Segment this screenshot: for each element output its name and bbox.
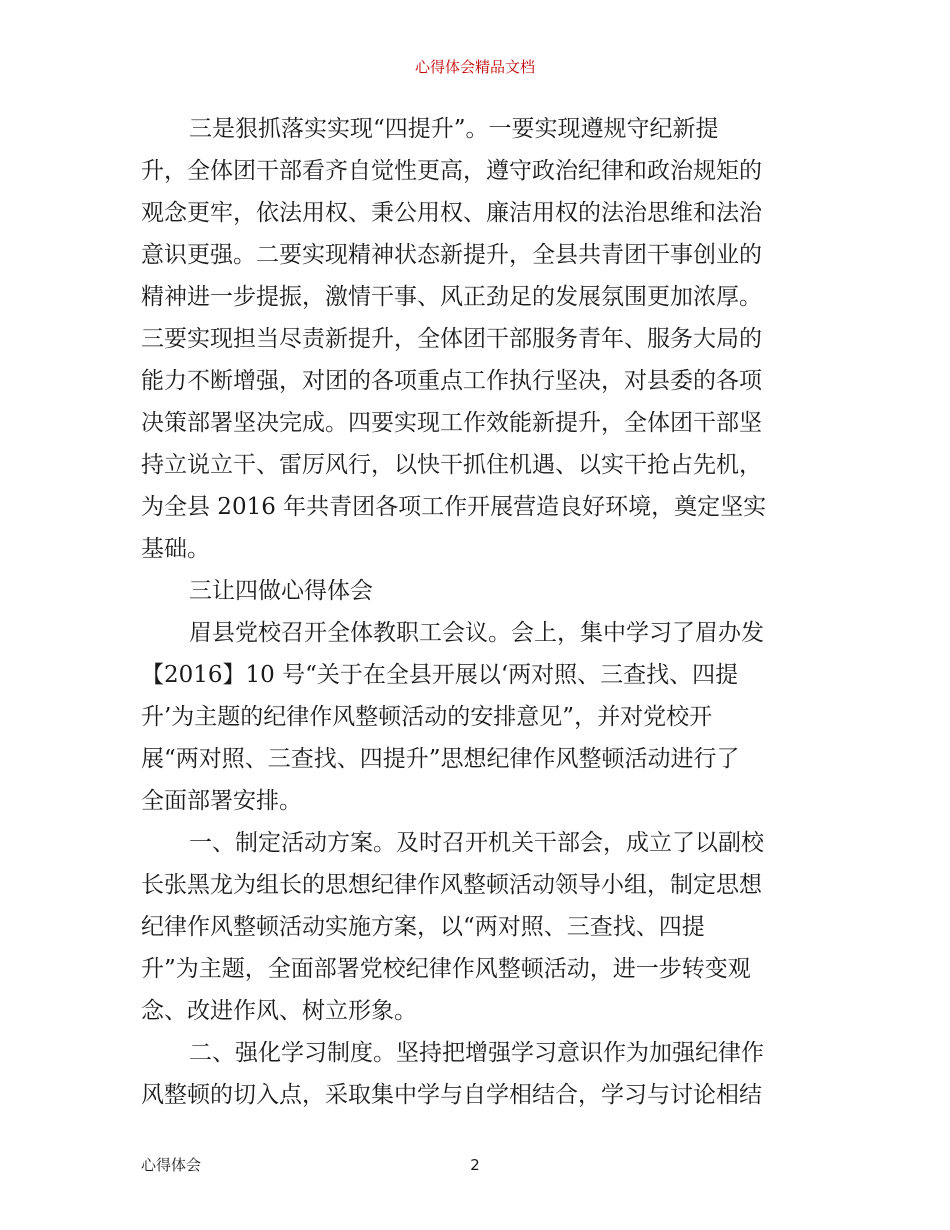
paragraph-line: 能力不断增强，对团的各项重点工作执行坚决，对县委的各项 xyxy=(141,368,762,394)
section-heading: 三让四做心得体会 xyxy=(189,578,373,604)
paragraph-line: 【2016】10 号“关于在全县开展以‘两对照、三查找、四提 xyxy=(141,662,739,688)
document-body xyxy=(141,108,816,1116)
paragraph-line: 全面部署安排。 xyxy=(141,788,302,814)
paragraph-line: 眉县党校召开全体教职工会议。会上，集中学习了眉办发 xyxy=(189,620,764,646)
paragraph-line: 长张黑龙为组长的思想纪律作风整顿活动领导小组，制定思想 xyxy=(141,872,762,898)
paragraph-line: 升，全体团干部看齐自觉性更高，遵守政治纪律和政治规矩的 xyxy=(141,158,762,184)
paragraph-line: 一、制定活动方案。及时召开机关干部会，成立了以副校 xyxy=(189,830,764,856)
paragraph-line: 二、强化学习制度。坚持把增强学习意识作为加强纪律作 xyxy=(189,1040,764,1066)
paragraph-line: 三是狠抓落实实现“四提升”。一要实现遵规守纪新提 xyxy=(189,116,719,142)
paragraph-line: 为全县 2016 年共青团各项工作开展营造良好环境，奠定坚实 xyxy=(141,494,767,520)
paragraph-line: 精神进一步提振，激情干事、风正劲足的发展氛围更加浓厚。 xyxy=(141,284,762,310)
footer-label: 心得体会 xyxy=(141,1156,202,1174)
paragraph-line: 决策部署坚决完成。四要实现工作效能新提升，全体团干部坚 xyxy=(141,410,762,436)
paragraph-line: 升”为主题，全面部署党校纪律作风整顿活动，进一步转变观 xyxy=(141,956,751,982)
paragraph-line: 三要实现担当尽责新提升，全体团干部服务青年、服务大局的 xyxy=(141,326,762,352)
paragraph-line: 意识更强。二要实现精神状态新提升，全县共青团干事创业的 xyxy=(141,242,762,268)
paragraph-line: 观念更牢，依法用权、秉公用权、廉洁用权的法治思维和法治 xyxy=(141,200,762,226)
paragraph-line: 展“两对照、三查找、四提升”思想纪律作风整顿活动进行了 xyxy=(141,746,740,772)
paragraph-line: 基础。 xyxy=(141,536,210,562)
paragraph-line: 持立说立干、雷厉风行，以快干抓住机遇、以实干抢占先机， xyxy=(141,452,762,478)
page-header-title: 心得体会精品文档 xyxy=(414,58,535,76)
paragraph-line: 纪律作风整顿活动实施方案，以“两对照、三查找、四提 xyxy=(141,914,705,940)
paragraph-line: 升’为主题的纪律作风整顿活动的安排意见”，并对党校开 xyxy=(141,704,713,730)
paragraph-line: 风整顿的切入点，采取集中学与自学相结合，学习与讨论相结 xyxy=(141,1082,762,1108)
page-number: 2 xyxy=(470,1156,480,1174)
paragraph-line: 念、改进作风、树立形象。 xyxy=(141,998,417,1024)
